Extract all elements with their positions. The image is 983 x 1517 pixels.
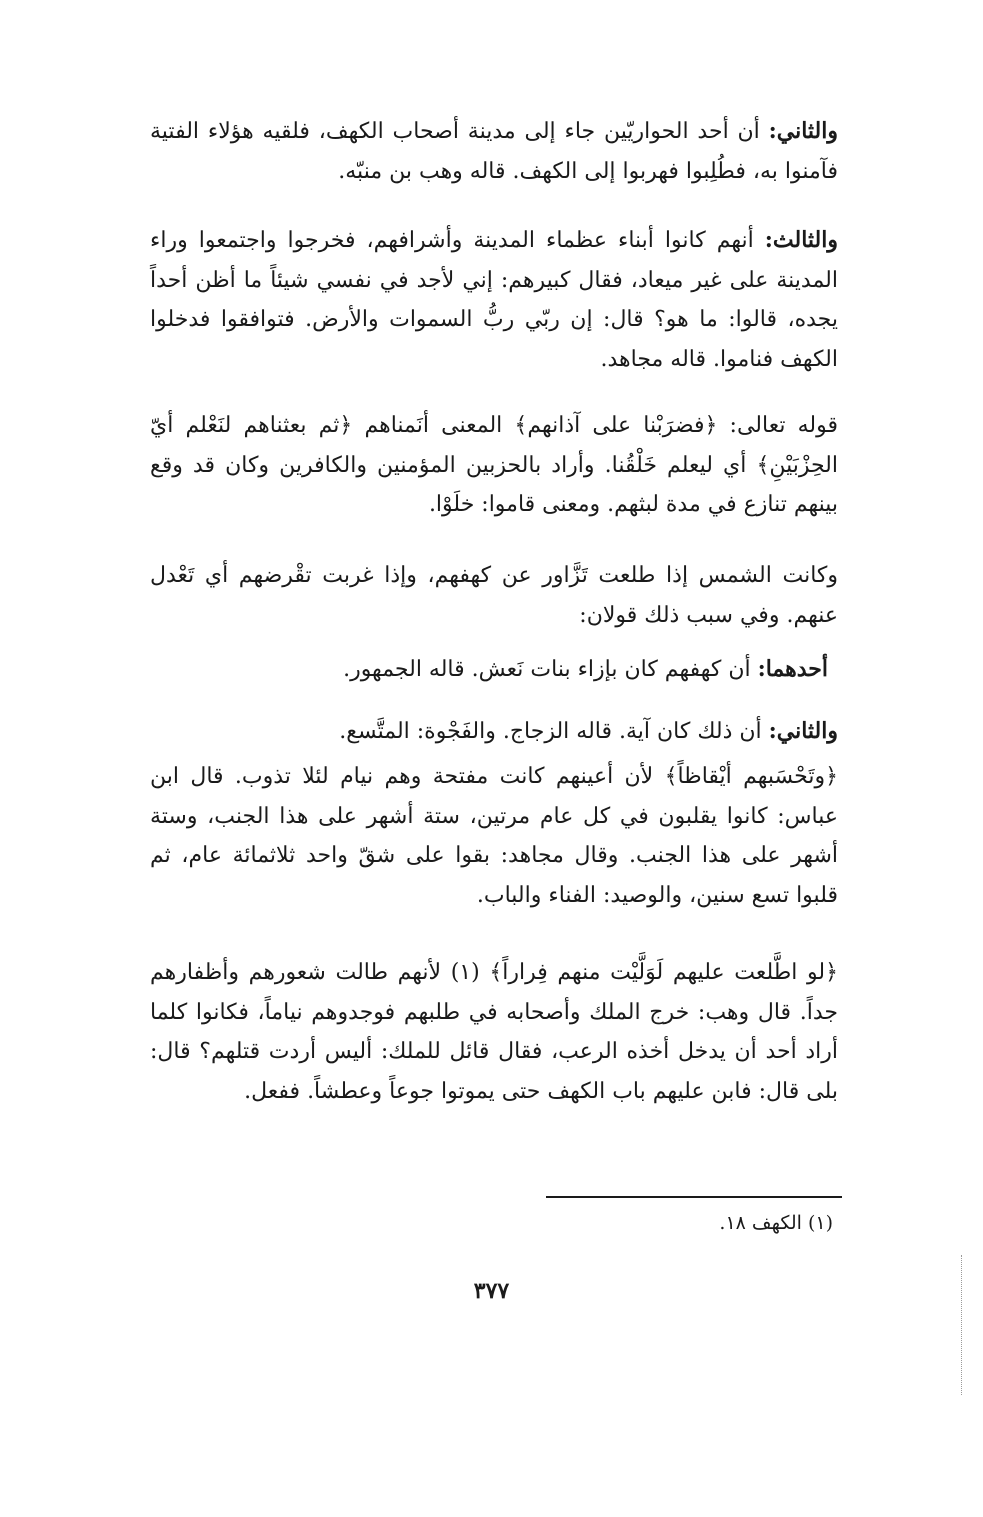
paragraph-sun — [150, 556, 838, 635]
paragraph-second-saying — [150, 712, 838, 752]
footnote: (١) الكهف ١٨. — [719, 1212, 833, 1234]
paragraph-text: أنهم كانوا أبناء عظماء المدينة وأشرافهم، فخرجوا واجتمعوا وراء المدينة على غير ميعاد، فقال كبيرهم: إني لأجد في نفسي شيئاً ما أظن أحداً يجده، قالوا: ما هو؟ قال: إن ربّي ربُّ السموات والأرض. فتوافقوا فدخلوا الكهف فناموا. قاله مجاهد. — [150, 228, 838, 372]
paragraph-lead: أحدهما: — [757, 656, 828, 682]
paragraph-verse-commentary — [150, 406, 838, 525]
paragraph-first-saying — [343, 650, 828, 690]
paragraph-lead: والثالث: — [764, 227, 838, 253]
page-number: ٣٧٧ — [473, 1278, 510, 1304]
paragraph-second-opinion — [150, 112, 838, 191]
paragraph-text: أن كهفهم كان بإزاء بنات نَعش. قاله الجمهور. — [343, 657, 758, 682]
scan-artifact-line — [961, 1255, 962, 1395]
paragraph-text: ﴿لو اطَّلعت عليهم لَوَلَّيْت منهم فِراراً﴾ (١) لأنهم طالت شعورهم وأظفارهم جداً. قال وهب: خرج الملك وأصحابه في طلبهم فوجدوهم نياماً، فكانوا كلما أراد أحد أن يدخل أخذه الرعب، فقال قائل للملك: أليس أردت قتلهم؟ قال: بلى قال: فابن عليهم باب الكهف حتى يموتوا جوعاً وعطشاً. ففعل. — [150, 960, 838, 1104]
footnote-divider — [546, 1196, 842, 1198]
paragraph-awake — [150, 757, 838, 915]
paragraph-text: أن أحد الحواريّين جاء إلى مدينة أصحاب الكهف، فلقيه هؤلاء الفتية فآمنوا به، فطُلِبوا فهربوا إلى الكهف. قاله وهب بن منبّه. — [150, 119, 838, 184]
paragraph-lead: والثاني: — [768, 718, 838, 744]
paragraph-text: أن ذلك كان آية. قاله الزجاج. والفَجْوة: المتَّسع. — [339, 719, 769, 744]
paragraph-text: ﴿وتَحْسَبهم أيْقاظاً﴾ لأن أعينهم كانت مفتحة وهم نيام لئلا تذوب. قال ابن عباس: كانوا يقلبون في كل عام مرتين، ستة أشهر على هذا الجنب، وستة أشهر على هذا الجنب. وقال مجاهد: بقوا على شقّ واحد ثلاثمائة عام، ثم قلبوا تسع سنين، والوصيد: الفناء والباب. — [150, 764, 838, 908]
paragraph-text: قوله تعالى: ﴿فضرَبْنا على آذانهم﴾ المعنى أنَمناهم ﴿ثم بعثناهم لنَعْلم أيّ الحِزْبَيْنِ﴾ أي ليعلم خَلْقُنا. وأراد بالحزبين المؤمنين والكافرين وكان قد وقع بينهم تنازع في مدة لبثهم. ومعنى قاموا: خلَوْا. — [150, 413, 838, 517]
paragraph-text: وكانت الشمس إذا طلعت تَزَّاور عن كهفهم، وإذا غربت تقْرضهم أي تَعْدل عنهم. وفي سبب ذلك قولان: — [150, 563, 838, 628]
paragraph-lead: والثاني: — [768, 118, 838, 144]
paragraph-third-opinion — [150, 221, 838, 379]
paragraph-flight — [150, 953, 838, 1111]
